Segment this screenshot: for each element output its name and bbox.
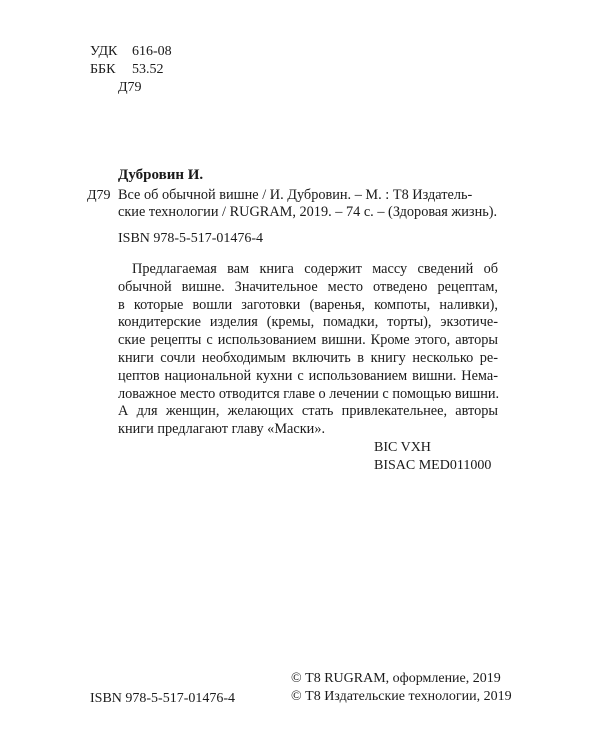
abstract-line: Предлагаемая вам книга содержит массу сведений об xyxy=(132,261,498,277)
abstract-line: А для женщин, желающих стать привлекательнее, авторы xyxy=(118,403,498,420)
bbk-label: ББК xyxy=(90,62,116,77)
udk-code xyxy=(90,43,172,60)
abstract-line: цептов национальной кухни с использованием вишни. Нема- xyxy=(118,367,498,384)
abstract-line: в которые вошли заготовки (варенья, компоты, наливки), xyxy=(118,296,498,313)
footer-isbn: ISBN 978-5-517-01476-4 xyxy=(90,691,236,706)
bic-code: BIC VXH xyxy=(374,440,431,455)
abstract-paragraph xyxy=(118,261,498,439)
author-name: Дубровин И. xyxy=(118,167,204,183)
copyright-notice xyxy=(291,670,512,706)
side-author-mark: Д79 xyxy=(87,188,111,203)
description-line: Все об обычной вишне / И. Дубровин. – М. : Т8 Издатель- xyxy=(118,187,473,203)
copyright-line: © Т8 Издательские технологии, 2019 xyxy=(291,689,512,704)
author-mark: Д79 xyxy=(118,80,142,95)
udk-value: 616-08 xyxy=(132,44,172,59)
copyright-line: © Т8 RUGRAM, оформление, 2019 xyxy=(291,671,501,686)
abstract-line: книги сочли необходимым включить в книгу несколько ре- xyxy=(118,349,498,366)
abstract-line: ловажное место отводится главе о лечении с помощью вишни. xyxy=(118,385,500,402)
bibliographic-description xyxy=(118,187,498,221)
isbn-entry: ISBN 978-5-517-01476-4 xyxy=(118,231,264,246)
abstract-line: книги предлагают главу «Маски». xyxy=(118,421,326,438)
abstract-line: кондитерские изделия (кремы, помадки, торты), экзотиче- xyxy=(118,314,498,331)
abstract-line: обычной вишне. Значительное место отведено рецептам, xyxy=(118,278,498,295)
bisac-code: BISAC MED011000 xyxy=(374,458,492,473)
subject-codes xyxy=(374,439,491,475)
description-line: ские технологии / RUGRAM, 2019. – 74 с. – (Здоровая жизнь). xyxy=(118,204,498,220)
bbk-code xyxy=(90,61,164,78)
abstract-line: ские рецепты с использованием вишни. Кроме этого, авторы xyxy=(118,332,498,349)
bbk-value: 53.52 xyxy=(132,62,164,77)
udk-label: УДК xyxy=(90,44,118,59)
